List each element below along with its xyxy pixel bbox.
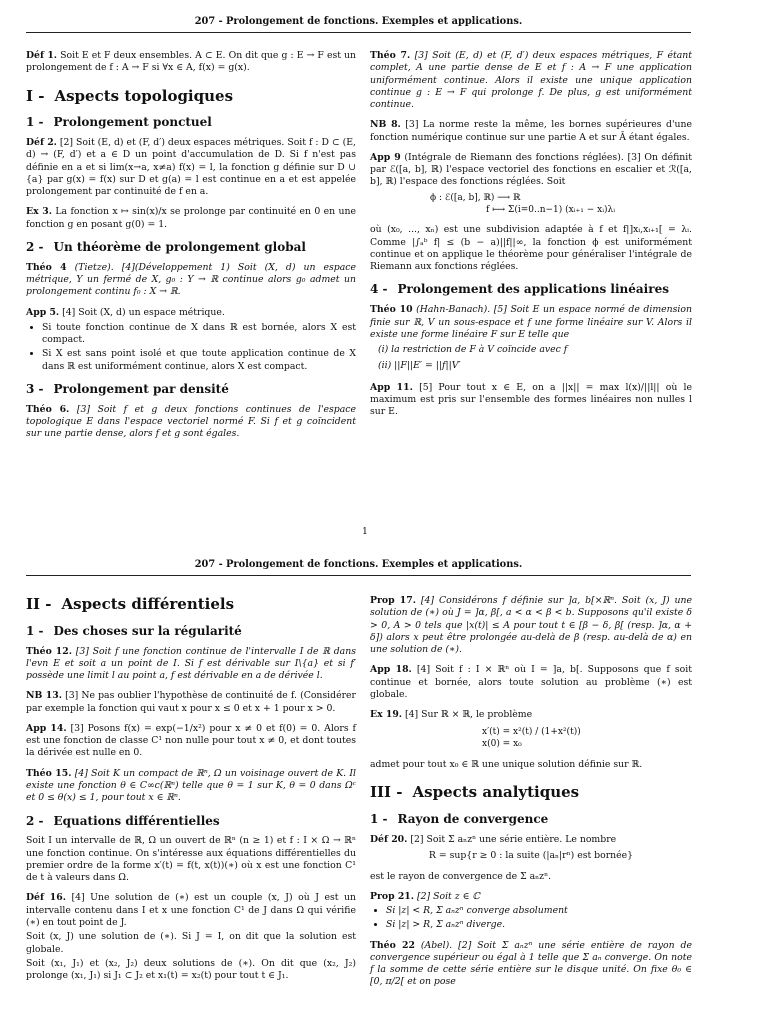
prop-21: Prop 21. [2] Soit z ∈ ℂ — [370, 890, 480, 902]
def-2: Déf 2. [2] Soit (E, d) et (F, d′) deux espaces métriques. Soit f : D ⊂ (E, d) → (F, d′) et a ∈ D un point d'accumulation de D. Si f n'est pas définie en a et si lim(x→a, x≠a) f(x) = l, la fonction g définie sur D ∪ {a} par g(x) = f(x) sur D et g(a) = l est continue en a et est appelée prolongement par continuité de f en a. — [26, 137, 356, 198]
theo-10: Théo 10 (Hahn-Banach). [5] Soit E un espace normé de dimension finie sur ℝ, V un sous-espace et f une forme linéaire sur V. Alors il existe une forme linéaire F sur E telle que — [370, 304, 692, 340]
subsection-heading: 2 - Equations différentielles — [26, 813, 220, 828]
subsection-heading: 1 - Prolongement ponctuel — [26, 115, 212, 130]
right-column — [370, 595, 692, 997]
app-14: App 14. [3] Posons f(x) = exp(−1/x²) pour x ≠ 0 et f(0) = 0. Alors f est une fonction de classe C¹ non nulle pour tout x ≠ 0, et dont toutes la dérivée est nulle en 0. — [26, 722, 356, 759]
page-2 — [0, 557, 768, 1024]
app-9-text: où (x₀, ..., xₙ) est une subdivision adaptée à f et f|]xᵢ,xᵢ₊₁[ = λᵢ. Comme |∫ₐᵇ f| ≤ (b − a)||f||∞, la fonction ϕ est uniformément continue et on applique le théorème pour généraliser l'intégrale de Riemann aux fonctions réglées. — [370, 224, 692, 273]
page-header: 207 - Prolongement de fonctions. Exemples et applications. — [26, 16, 691, 33]
subsection-heading: 1 - Des choses sur la régularité — [26, 623, 242, 638]
ode-intro: Soit I un intervalle de ℝ, Ω un ouvert de ℝⁿ (n ≥ 1) et f : I × Ω → ℝⁿ une fonction continue. On s'intéresse aux équations différentielles du premier ordre de la forme x′(t) = f(t, x(t))(∗) où x est une fonction C¹ de t à valeurs dans Ω. — [26, 835, 356, 884]
def-20: Déf 20. [2] Soit Σ aₙzⁿ une série entière. Le nombre — [370, 834, 617, 846]
ex-19-text: admet pour tout x₀ ∈ ℝ une unique solution définie sur ℝ. — [370, 759, 643, 771]
def-20-text: est le rayon de convergence de Σ aₙzⁿ. — [370, 870, 552, 882]
page-number: 1 — [362, 526, 368, 537]
radius-equation: R = sup{r ≥ 0 : la suite (|aₙ|rⁿ) est bornée} — [428, 850, 634, 862]
subsection-heading: 1 - Rayon de convergence — [370, 812, 549, 827]
list-item: (i) la restriction de F à V coïncide avec f — [378, 344, 568, 356]
def-16-text: Soit (x₁, J₁) et (x₂, J₂) deux solutions de (∗). On dit que (x₂, J₂) prolonge (x₁, J₁) si J₁ ⊂ J₂ et x₁(t) = x₂(t) pour tout t ∈ J₁. — [26, 957, 356, 982]
list-item: • Si X est sans point isolé et que toute application continue de X dans ℝ est uniformément continue, alors X est compact. — [42, 348, 356, 373]
right-column — [370, 50, 692, 426]
app-5-list — [26, 322, 356, 373]
nb-13: NB 13. [3] Ne pas oublier l'hypothèse de continuité de f. (Considérer par exemple la fonction qui vaut x pour x ≤ 0 et x + 1 pour x > 0. — [26, 690, 356, 714]
list-item: • Si |z| < R, Σ aₙzⁿ converge absolument — [386, 905, 692, 917]
nb-8: NB 8. [3] La norme reste la même, les bornes supérieures d'une fonction numérique continue sur une partie A et sur Ā étant égales. — [370, 119, 692, 143]
page-header: 207 - Prolongement de fonctions. Exemples et applications. — [26, 559, 691, 576]
section-heading: I - Aspects topologiques — [26, 86, 234, 105]
theo-12: Théo 12. [3] Soit f une fonction continue de l'intervalle I de ℝ dans l'evn E et soit a un point de I. Si f est dérivable sur I\{a} et si f′ possède une limit l au point a, f est dérivable en a de dérivée l. — [26, 645, 356, 682]
theo-4: Théo 4 (Tietze). [4](Développement 1) Soit (X, d) un espace métrique, Y un fermé de X, g₀ : Y → ℝ continue alors g₀ admet un prolongement continu f₀ : X → ℝ. — [26, 261, 356, 298]
list-item: • Si toute fonction continue de X dans ℝ est bornée, alors X est compact. — [42, 322, 356, 347]
subsection-heading: 3 - Prolongement par densité — [26, 381, 229, 396]
ode-system: x′(t) = x²(t) / (1+x²(t)) x(0) = x₀ — [482, 727, 581, 750]
display-equation: ϕ : ℰ([a, b], ℝ) ⟶ ℝ f ⟼ Σ(i=0..n−1) (xᵢ₊₁ − xᵢ)λᵢ — [430, 192, 616, 215]
app-18: App 18. [4] Soit f : I × ℝⁿ où I = ]a, b[. Supposons que f soit continue et bornée, alors toute solution au problème (∗) est globale. — [370, 664, 692, 700]
ex-19: Ex 19. [4] Sur ℝ × ℝ, le problème — [370, 709, 533, 721]
def-16: Déf 16. [4] Une solution de (∗) est un couple (x, J) où J est un intervalle contenu dans I et x une fonction C¹ de J dans Ω qui vérifie (∗) en tout point de J. — [26, 892, 356, 928]
app-5: App 5. [4] Soit (X, d) un espace métrique. — [26, 306, 225, 318]
def-1: Déf 1. Soit E et F deux ensembles. A ⊂ E. On dit que g : E → F est un prolongement de f : A → F si ∀x ∈ A, f(x) = g(x). — [26, 50, 357, 74]
subsection-heading: 2 - Un théorème de prolongement global — [26, 240, 306, 255]
app-11: App 11. [5] Pour tout x ∈ E, on a ||x|| = max l(x)/||l|| où le maximum est pris sur l'ensemble des formes linéaires non nulles l sur E. — [370, 381, 692, 418]
ex-3: Ex 3. La fonction x ↦ sin(x)/x se prolonge par continuité en 0 en une fonction g en posant g(0) = 1. — [26, 206, 356, 230]
prop-21-list — [370, 905, 692, 932]
section-heading: III - Aspects analytiques — [370, 783, 580, 802]
list-item: (ii) ||F||E′ = ||f||V′ — [378, 360, 461, 372]
left-column — [26, 595, 356, 990]
def-16-text: Soit (x, J) une solution de (∗). Si J = I, on dit que la solution est globale. — [26, 931, 356, 955]
prop-17: Prop 17. [4] Considérons f définie sur ]a, b[×ℝⁿ. Soit (x, J) une solution de (∗) où J = ]α, β[, a < α < β < b. Supposons qu'il existe δ > 0, A > 0 tels que |x(t)| ≤ A pour tout t ∈ [β − δ, β[ (resp. ]α, α + δ]) alors x peut être prolongée au-delà de β (resp. au-delà de α) en une solution de (∗). — [370, 595, 692, 656]
theo-15: Théo 15. [4] Soit K un compact de ℝⁿ, Ω un voisinage ouvert de K. Il existe une fonction θ ∈ C∞c(ℝⁿ) telle que θ = 1 sur K, θ = 0 dans Ωᶜ et 0 ≤ θ(x) ≤ 1, pour tout x ∈ ℝⁿ. — [26, 767, 356, 804]
section-heading: II - Aspects différentiels — [26, 595, 235, 613]
theo-7: Théo 7. [3] Soit (E, d) et (F, d′) deux espaces métriques, F étant complet, A une partie dense de E et f : A → F une application uniformément continue. Alors il existe une unique application continue g : E → F qui prolonge f. De plus, g est uniformément continue. — [370, 50, 692, 111]
app-9: App 9 (Intégrale de Riemann des fonctions réglées). [3] On définit par ℰ([a, b], ℝ) l'espace vectoriel des fonctions en escalier et ℛ([a, b], ℝ) l'espace des fonctions réglées. Soit — [370, 151, 692, 188]
left-column — [26, 50, 356, 449]
subsection-heading: 4 - Prolongement des applications linéaires — [370, 282, 669, 297]
list-item: • Si |z| > R, Σ aₙzⁿ diverge. — [386, 919, 692, 931]
theo-22: Théo 22 (Abel). [2] Soit Σ aₙzⁿ une série entière de rayon de convergence supérieur ou égal à 1 telle que Σ aₙ converge. On note f la somme de cette série entière sur le disque unité. On fixe θ₀ ∈ [0, π/2[ et on pose — [370, 939, 692, 988]
theo-6: Théo 6. [3] Soit f et g deux fonctions continues de l'espace topologique E dans l'espace vectoriel normé F. Si f et g coïncident sur une partie dense, alors f et g sont égales. — [26, 403, 356, 440]
